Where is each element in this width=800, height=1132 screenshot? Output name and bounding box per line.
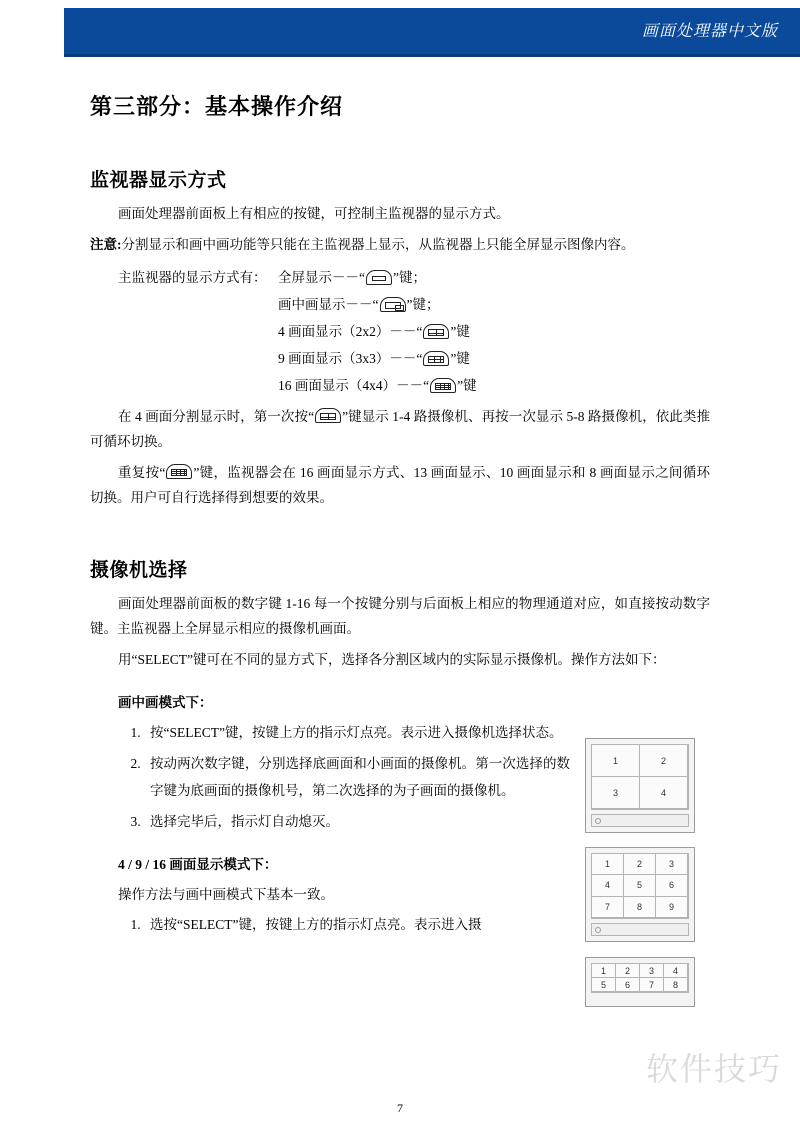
panel-cell: 2 (616, 964, 640, 978)
panel-cell: 9 (656, 897, 688, 918)
panel-cell: 3 (592, 777, 640, 809)
panel-cell: 6 (616, 978, 640, 992)
key-4x4-inline-icon (166, 464, 192, 479)
display-modes-list (90, 264, 710, 399)
mode-label-pip: 画中画显示－－“ (278, 296, 379, 312)
section-title-monitor-display: 监视器显示方式 (90, 170, 227, 191)
panel-cell: 7 (640, 978, 664, 992)
key-full-screen-icon (366, 270, 392, 285)
wish-logo (88, 2, 238, 56)
key-2x2-inline-icon (315, 408, 341, 423)
mode-tail-2x2: ”键 (450, 323, 470, 339)
panel-cell: 1 (592, 854, 624, 875)
panel-cell: 5 (624, 875, 656, 896)
key-4x4-icon (430, 378, 456, 393)
panel-footer-bar (591, 814, 689, 827)
modes-intro: 主监视器的显示方式有： (118, 269, 267, 285)
panel-cell: 2 (624, 854, 656, 875)
panel-cell: 8 (664, 978, 688, 992)
mode-label-2x2: 4 画面显示（2x2）－－“ (278, 323, 423, 339)
paragraph-number-keys: 画面处理器前面板的数字键 1-16 每一个按键分别与后面板上相应的物理通道对应，如直接按动数字键。主监视器上全屏显示相应的摄像机画面。 (90, 595, 710, 636)
note-label: 注意: (90, 236, 122, 252)
page-body (0, 62, 800, 990)
mode-row-pip (118, 291, 710, 318)
panel-cell: 7 (592, 897, 624, 918)
panel-4x4-screen (591, 963, 689, 993)
panel-footer-bar (591, 923, 689, 936)
mode-label-full: 全屏显示－－“ (278, 269, 365, 285)
paragraph-repeat-b: ”键，监视器会在 16 画面显示方式、13 画面显示、10 画面显示和 8 画面显示之间循环切换。用户可自行选择得到想要的效果。 (90, 464, 710, 505)
paragraph-repeat (90, 461, 710, 511)
key-pip-icon (380, 297, 406, 312)
paragraph-front-panel: 画面处理器前面板上有相应的按键，可控制主监视器的显示方式。 (118, 206, 510, 221)
panel-3x3-screen (591, 853, 689, 919)
mode-row-2x2 (118, 318, 710, 345)
paragraph-4split-a: 在 4 画面分割显示时，第一次按“ (118, 408, 315, 424)
mode-label-4x4: 16 画面显示（4x4）－－“ (278, 377, 430, 393)
panel-cell: 4 (640, 777, 688, 809)
panel-cell: 4 (592, 875, 624, 896)
panel-cell: 3 (656, 854, 688, 875)
watermark: 软件技巧 (645, 1050, 782, 1088)
mode-tail-4x4: ”键 (457, 377, 477, 393)
heading-grid-mode: 4 / 9 / 16 画面显示模式下： (118, 856, 278, 872)
panel-cell: 8 (624, 897, 656, 918)
paragraph-select-key: 用“SELECT”键可在不同的显方式下，选择各分割区域内的实际显示摄像机。操作方法如下： (118, 651, 666, 667)
mode-row-3x3 (118, 345, 710, 372)
header-title: 画面处理器中文版 (641, 21, 778, 40)
mode-tail-full: ”键； (393, 269, 426, 285)
part-title: 第三部分：基本操作介绍 (90, 94, 344, 119)
mode-tail-pip: ”键； (406, 296, 440, 312)
panel-cell: 1 (592, 745, 640, 777)
mode-row-full-screen (118, 264, 710, 291)
mode-tail-3x3: ”键 (450, 350, 470, 366)
section-title-camera-select: 摄像机选择 (90, 559, 188, 581)
panel-cell: 2 (640, 745, 688, 777)
key-2x2-icon (423, 324, 449, 339)
paragraph-grid-mode: 操作方法与画中画模式下基本一致。 (118, 886, 334, 902)
list-item: 1. 选按“SELECT”键，按键上方的指示灯点亮。表示进入摄 (144, 911, 570, 938)
panel-cell: 6 (656, 875, 688, 896)
key-3x3-icon (423, 351, 449, 366)
list-item: 2. 按动两次数字键，分别选择底画面和小画面的摄像机。第一次选择的数字键为底画面的摄像机号，第二次选择的为子画面的摄像机。 (144, 750, 570, 804)
page-number: 7 (397, 1101, 403, 1115)
page-header (0, 0, 800, 62)
panel-cell: 4 (664, 964, 688, 978)
paragraph-4split (90, 405, 710, 455)
list-item: 3. 选择完毕后，指示灯自动熄灭。 (144, 808, 570, 835)
heading-pip-mode: 画中画模式下： (118, 694, 213, 710)
mode-row-4x4 (118, 372, 710, 399)
figure-panel-3x3 (585, 847, 695, 942)
paragraph-4split-b: ”键显示 1-4 路摄像机、再按一次显示 5-8 路摄像机，依此类推可循环切换。 (90, 408, 710, 449)
panel-cell: 1 (592, 964, 616, 978)
panel-2x2-screen (591, 744, 689, 810)
mode-label-3x3: 9 画面显示（3x3）－－“ (278, 350, 423, 366)
list-item: 1. 按“SELECT”键，按键上方的指示灯点亮。表示进入摄像机选择状态。 (144, 719, 570, 746)
note-paragraph (90, 233, 710, 258)
panel-cell: 3 (640, 964, 664, 978)
paragraph-repeat-a: 重复按“ (118, 464, 166, 480)
figure-panel-2x2 (585, 738, 695, 833)
note-text: 分割显示和画中画功能等只能在主监视器上显示，从监视器上只能全屏显示图像内容。 (121, 236, 635, 252)
figure-panel-4x4 (585, 957, 695, 1007)
panel-cell: 5 (592, 978, 616, 992)
